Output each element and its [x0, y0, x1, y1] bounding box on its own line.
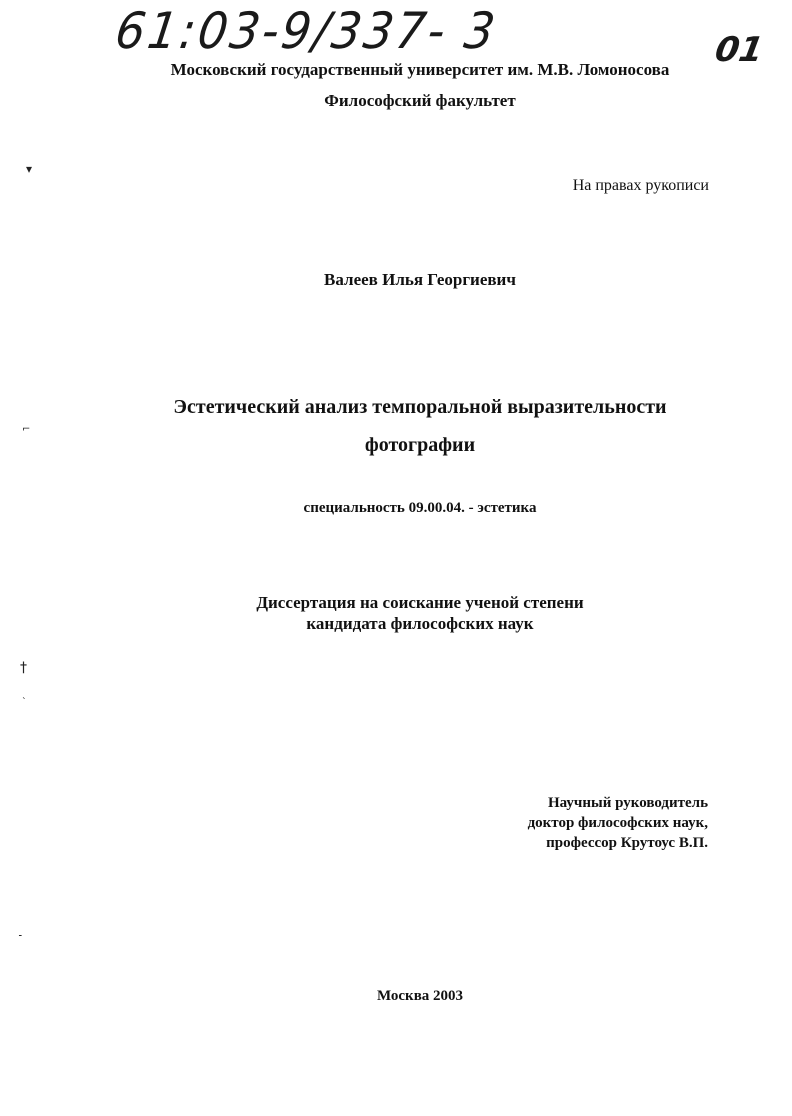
scan-speck-mark: ⌐ [22, 424, 31, 435]
degree-statement-line-1: Диссертация на соискание ученой степени [256, 593, 584, 612]
scan-speck-mark: ▾ [26, 162, 33, 176]
specialty-code: специальность 09.00.04. - эстетика [303, 500, 537, 516]
scan-speck-mark: † [20, 660, 27, 676]
advisor-name: профессор Крутоус В.П. [546, 835, 708, 851]
city-and-year: Москва 2003 [376, 988, 464, 1004]
manuscript-rights-note: На правах рукописи [572, 177, 709, 194]
thesis-title-line-1: Эстетический анализ темпоральной выразительности [173, 396, 667, 418]
author-name: Валеев Илья Георгиевич [324, 270, 516, 289]
degree-statement-line-2: кандидата философских наук [306, 614, 534, 633]
university-name: Московский государственный университет им. М.В. Ломоносова [170, 60, 670, 79]
handwritten-archive-code: 61:03-9/337- 3 [112, 2, 502, 60]
advisor-role: Научный руководитель [548, 795, 708, 811]
handwritten-page-number: 01 [712, 30, 767, 70]
thesis-title-line-2: фотографии [364, 434, 476, 456]
scan-speck-mark: ⁃ [18, 932, 23, 942]
advisor-block [528, 793, 708, 853]
scan-speck-mark: ˎ [22, 690, 27, 700]
faculty-name: Философский факультет [324, 91, 516, 110]
advisor-degree: доктор философских наук, [527, 815, 708, 831]
